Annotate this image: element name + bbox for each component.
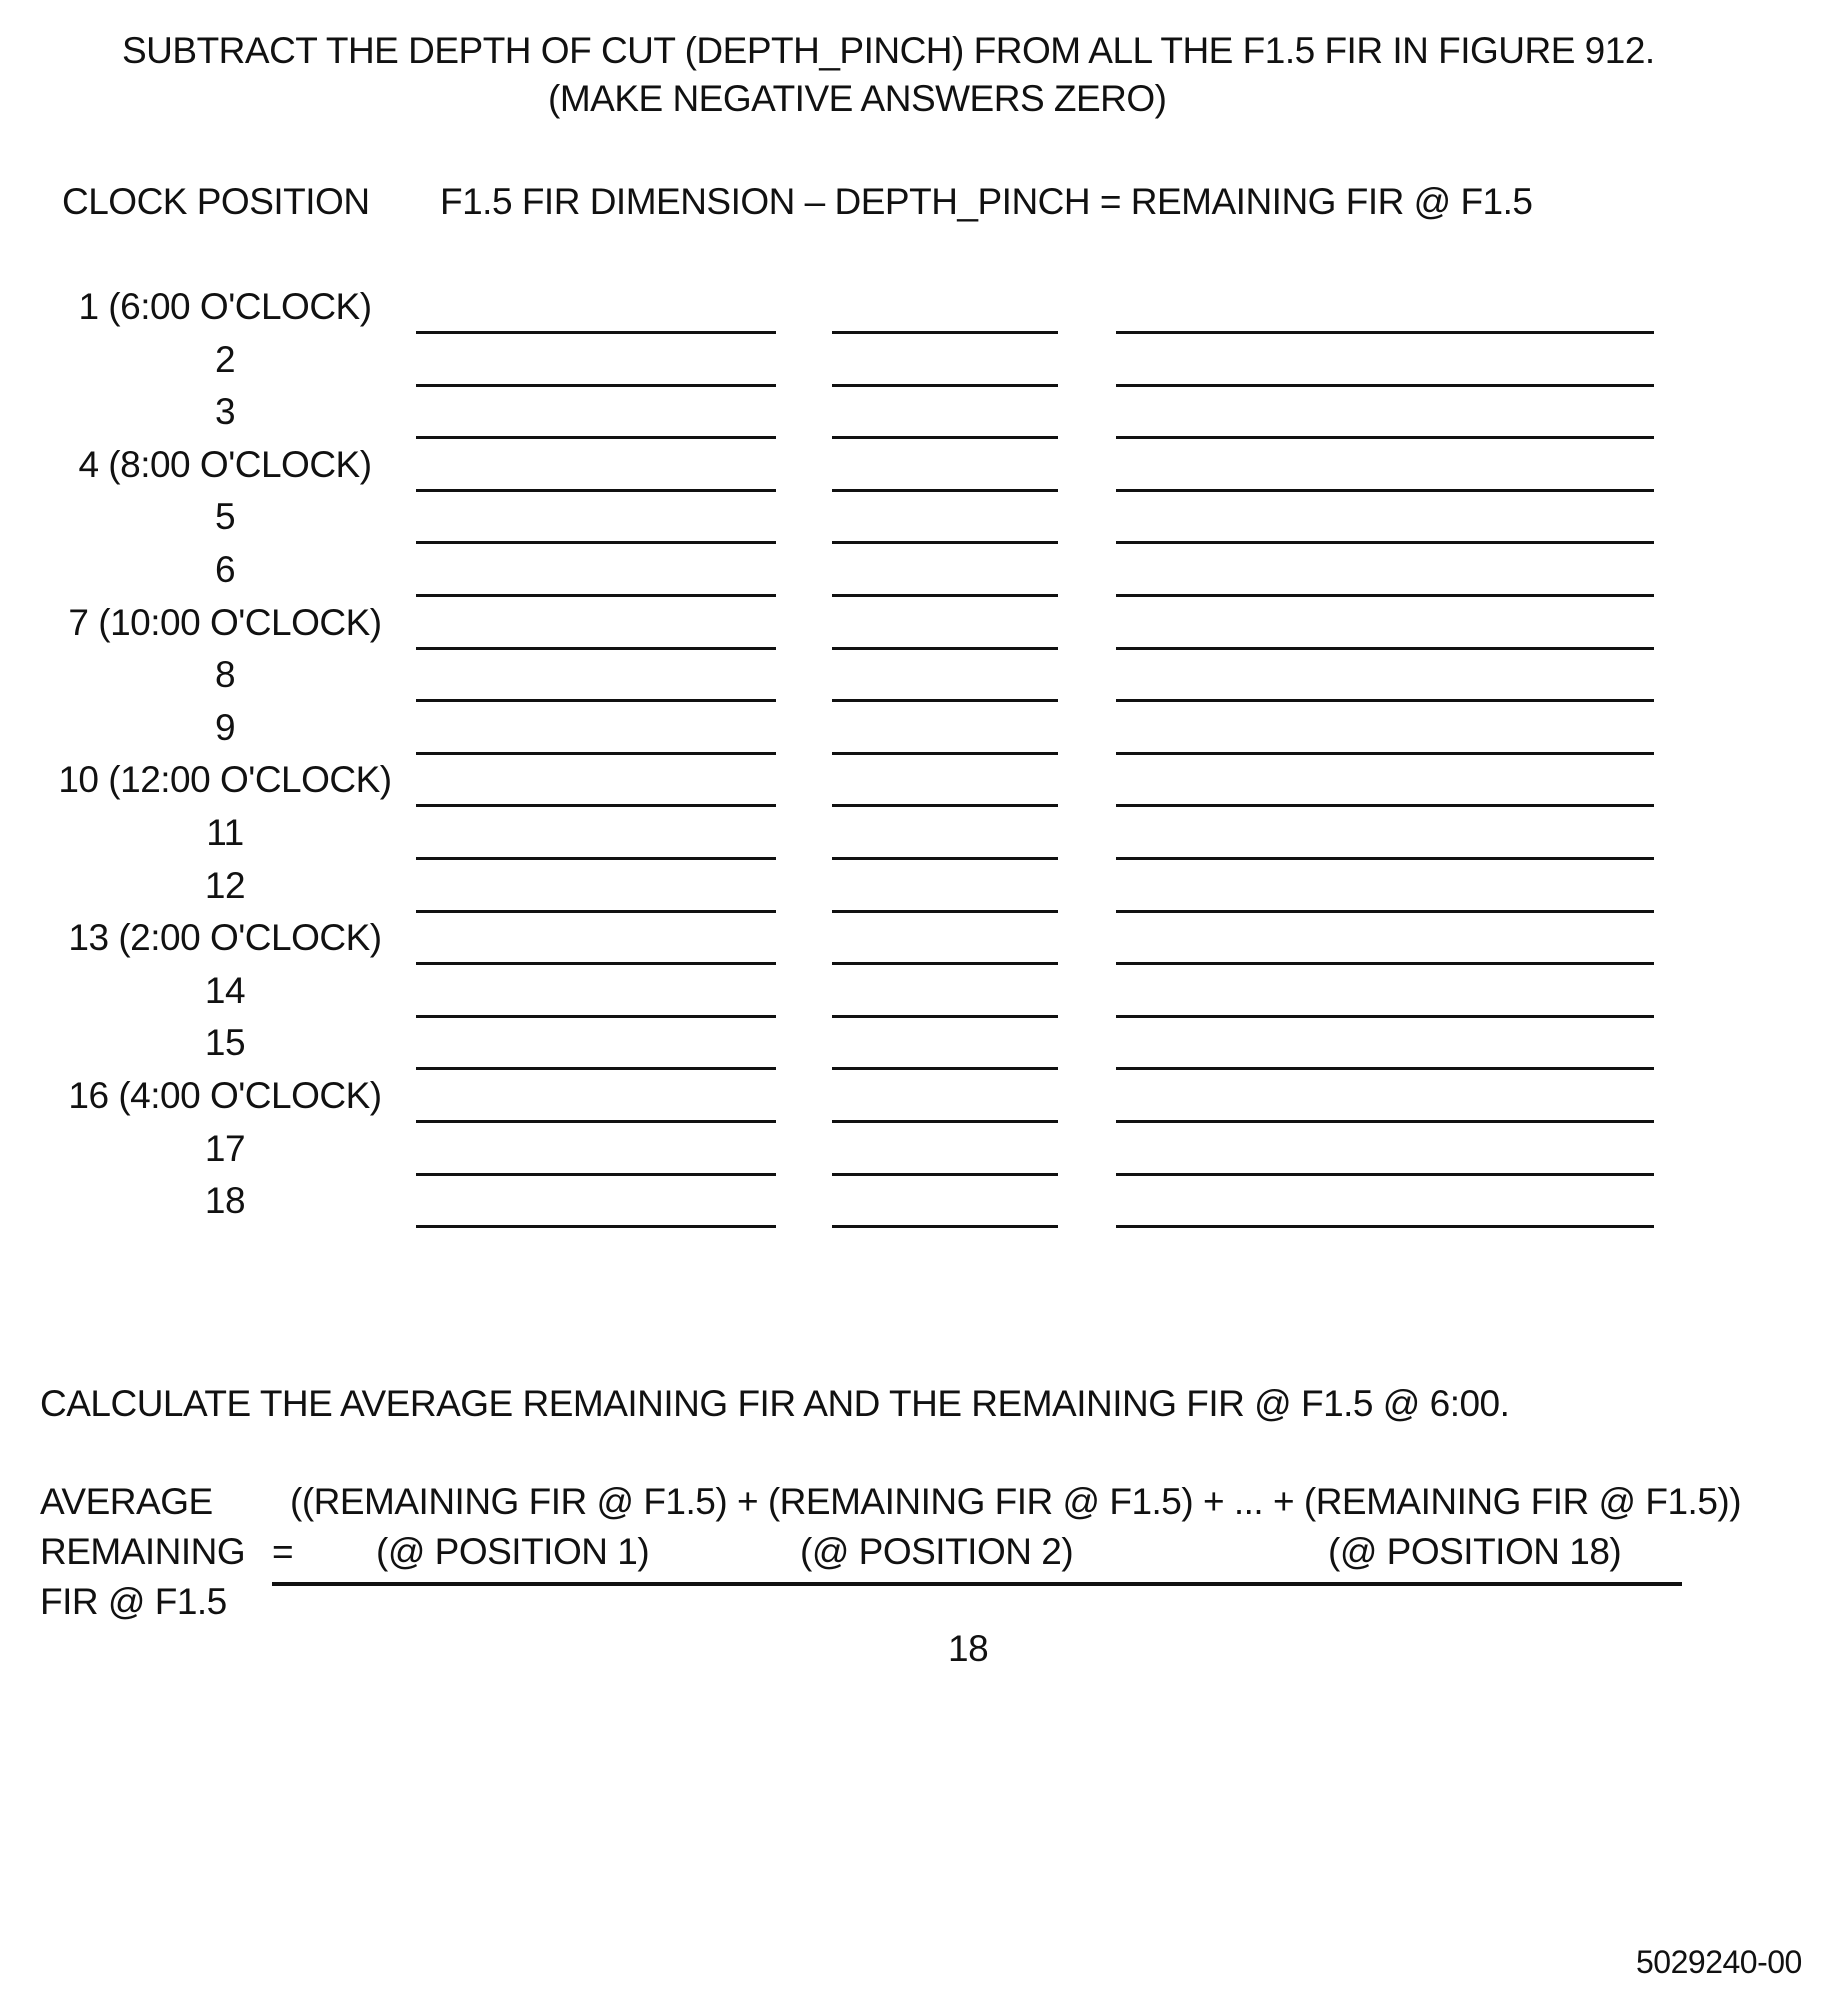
fir-dimension-blank-1[interactable]: [416, 331, 776, 334]
depth-pinch-blank-14[interactable]: [832, 1015, 1058, 1018]
row-label-9: 9: [214, 706, 236, 748]
equals-sign: =: [272, 1531, 294, 1572]
fir-dimension-blank-13[interactable]: [416, 962, 776, 965]
depth-pinch-blank-4[interactable]: [832, 489, 1058, 492]
row-label-4: 4 (8:00 O'CLOCK): [78, 443, 372, 485]
instruction-line-1: SUBTRACT THE DEPTH OF CUT (DEPTH_PINCH) FROM ALL THE F1.5 FIR IN FIGURE 912.: [122, 30, 1655, 71]
depth-pinch-blank-17[interactable]: [832, 1173, 1058, 1176]
depth-pinch-blank-1[interactable]: [832, 331, 1058, 334]
clock-position-header: CLOCK POSITION: [62, 181, 370, 222]
row-label-14: 14: [204, 969, 246, 1011]
row-label-13: 13 (2:00 O'CLOCK): [68, 917, 382, 959]
fir-dimension-blank-16[interactable]: [416, 1120, 776, 1123]
depth-pinch-blank-18[interactable]: [832, 1225, 1058, 1228]
remaining-fir-blank-4[interactable]: [1116, 489, 1654, 492]
numerator-formula: ((REMAINING FIR @ F1.5) + (REMAINING FIR @ F1.5) + ... + (REMAINING FIR @ F1.5)): [290, 1481, 1742, 1522]
row-label-7: 7 (10:00 O'CLOCK): [68, 601, 382, 643]
document-number: 5029240-00: [1636, 1944, 1802, 1980]
remaining-fir-blank-2[interactable]: [1116, 384, 1654, 387]
row-label-6: 6: [214, 549, 236, 590]
fir-dimension-blank-3[interactable]: [416, 436, 776, 439]
remaining-fir-blank-16[interactable]: [1116, 1120, 1654, 1123]
remaining-fir-blank-7[interactable]: [1116, 647, 1654, 650]
fir-dimension-blank-12[interactable]: [416, 910, 776, 913]
row-label-2: 2: [214, 338, 236, 380]
depth-pinch-blank-5[interactable]: [832, 541, 1058, 544]
depth-pinch-blank-12[interactable]: [832, 910, 1058, 913]
depth-pinch-blank-10[interactable]: [832, 804, 1058, 807]
equation-header: F1.5 FIR DIMENSION – DEPTH_PINCH = REMAINING FIR @ F1.5: [440, 181, 1533, 222]
remaining-fir-blank-10[interactable]: [1116, 804, 1654, 807]
fir-dimension-blank-6[interactable]: [416, 594, 776, 597]
remaining-fir-blank-6[interactable]: [1116, 594, 1654, 597]
depth-pinch-blank-7[interactable]: [832, 647, 1058, 650]
row-label-3: 3: [214, 391, 236, 433]
fir-dimension-blank-5[interactable]: [416, 541, 776, 544]
fir-dimension-blank-14[interactable]: [416, 1015, 776, 1018]
depth-pinch-blank-15[interactable]: [832, 1067, 1058, 1070]
remaining-fir-blank-9[interactable]: [1116, 752, 1654, 755]
remaining-fir-blank-18[interactable]: [1116, 1225, 1654, 1228]
fir-dimension-blank-11[interactable]: [416, 857, 776, 860]
row-label-12: 12: [204, 864, 246, 906]
row-label-15: 15: [204, 1022, 246, 1064]
denominator: 18: [948, 1628, 989, 1669]
fraction-bar: [272, 1582, 1682, 1586]
fir-dimension-blank-15[interactable]: [416, 1067, 776, 1070]
row-label-1: 1 (6:00 O'CLOCK): [78, 286, 372, 327]
remaining-fir-blank-14[interactable]: [1116, 1015, 1654, 1018]
depth-pinch-blank-2[interactable]: [832, 384, 1058, 387]
remaining-fir-blank-13[interactable]: [1116, 962, 1654, 965]
remaining-fir-blank-15[interactable]: [1116, 1067, 1654, 1070]
average-label-line-1: AVERAGE: [40, 1481, 213, 1522]
depth-pinch-blank-9[interactable]: [832, 752, 1058, 755]
row-label-17: 17: [204, 1127, 246, 1169]
remaining-fir-blank-17[interactable]: [1116, 1173, 1654, 1176]
depth-pinch-blank-3[interactable]: [832, 436, 1058, 439]
fir-dimension-blank-4[interactable]: [416, 489, 776, 492]
remaining-fir-blank-5[interactable]: [1116, 541, 1654, 544]
position-18-label: (@ POSITION 18): [1328, 1531, 1622, 1572]
average-instruction: CALCULATE THE AVERAGE REMAINING FIR AND THE REMAINING FIR @ F1.5 @ 6:00.: [40, 1383, 1510, 1424]
remaining-fir-blank-3[interactable]: [1116, 436, 1654, 439]
depth-pinch-blank-6[interactable]: [832, 594, 1058, 597]
row-label-16: 16 (4:00 O'CLOCK): [68, 1075, 382, 1116]
average-label-line-3: FIR @ F1.5: [40, 1581, 227, 1622]
average-label-line-2: REMAINING: [40, 1531, 246, 1572]
fir-dimension-blank-17[interactable]: [416, 1173, 776, 1176]
row-label-5: 5: [214, 496, 236, 538]
row-label-8: 8: [214, 654, 236, 696]
row-label-10: 10 (12:00 O'CLOCK): [58, 759, 392, 801]
depth-pinch-blank-13[interactable]: [832, 962, 1058, 965]
remaining-fir-blank-1[interactable]: [1116, 331, 1654, 334]
fir-dimension-blank-7[interactable]: [416, 647, 776, 650]
row-label-11: 11: [206, 812, 244, 853]
remaining-fir-blank-11[interactable]: [1116, 857, 1654, 860]
fir-dimension-blank-10[interactable]: [416, 804, 776, 807]
depth-pinch-blank-16[interactable]: [832, 1120, 1058, 1123]
position-2-label: (@ POSITION 2): [800, 1531, 1074, 1572]
instruction-line-2: (MAKE NEGATIVE ANSWERS ZERO): [548, 78, 1167, 119]
remaining-fir-blank-12[interactable]: [1116, 910, 1654, 913]
row-label-18: 18: [204, 1180, 246, 1222]
depth-pinch-blank-11[interactable]: [832, 857, 1058, 860]
fir-dimension-blank-2[interactable]: [416, 384, 776, 387]
fir-dimension-blank-18[interactable]: [416, 1225, 776, 1228]
position-1-label: (@ POSITION 1): [376, 1531, 650, 1572]
fir-dimension-blank-9[interactable]: [416, 752, 776, 755]
remaining-fir-blank-8[interactable]: [1116, 699, 1654, 702]
fir-dimension-blank-8[interactable]: [416, 699, 776, 702]
depth-pinch-blank-8[interactable]: [832, 699, 1058, 702]
